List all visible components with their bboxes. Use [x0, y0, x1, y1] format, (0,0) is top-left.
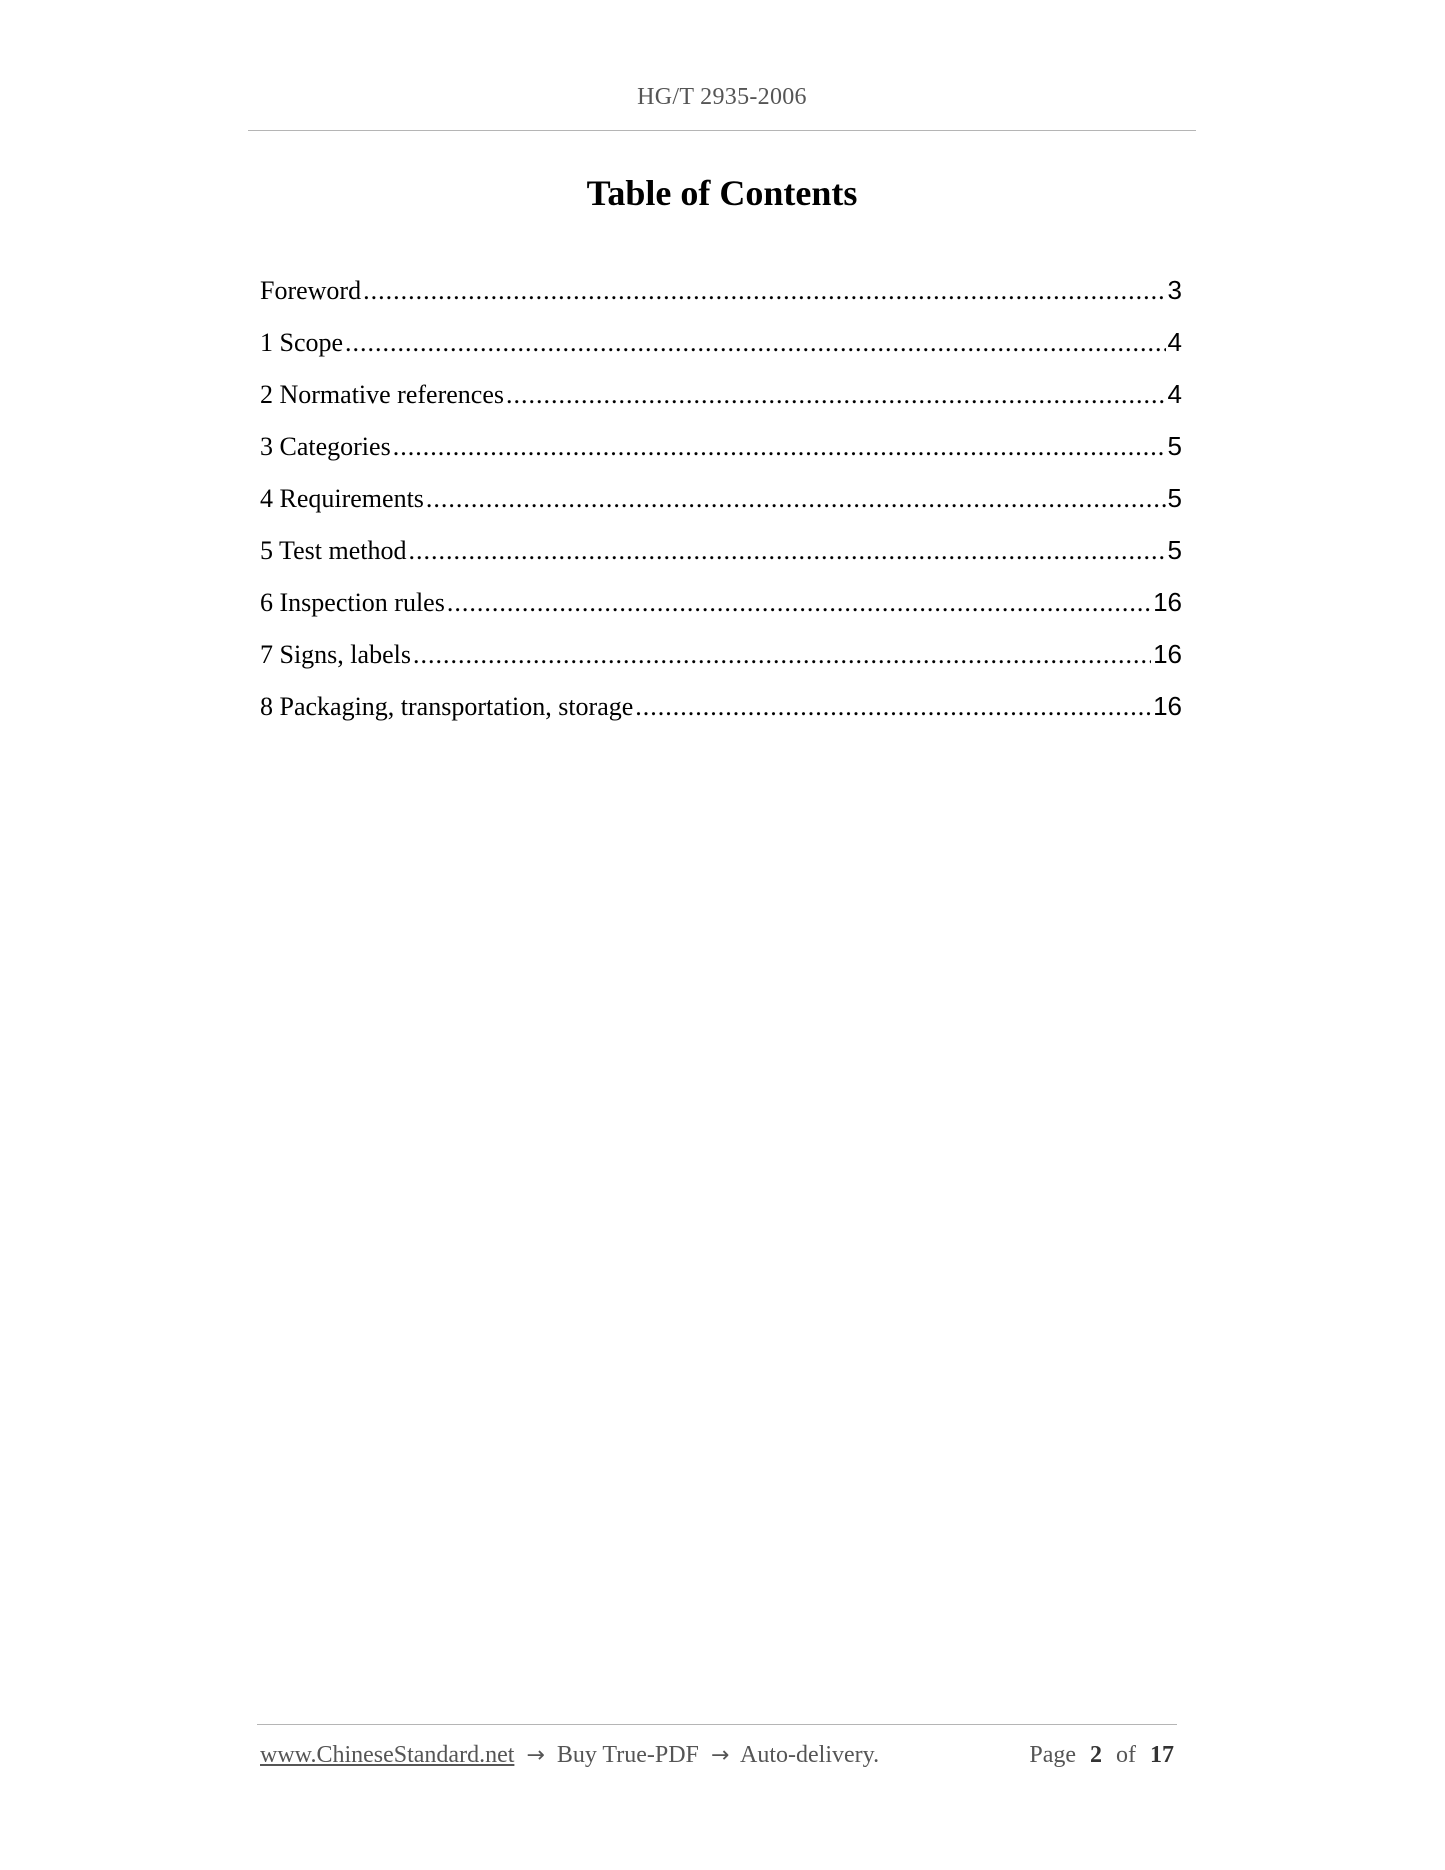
toc-dot-leader [413, 637, 1151, 673]
toc-entry-label: 7 Signs, labels [260, 640, 411, 669]
toc-dot-leader [447, 585, 1151, 621]
toc-entry-requirements[interactable] [260, 480, 1182, 532]
page-counter [1029, 1742, 1174, 1769]
toc-entry-page: 4 [1167, 327, 1182, 357]
toc-entry-normative-references[interactable] [260, 376, 1182, 428]
toc-entry-label: 2 Normative references [260, 380, 504, 409]
toc-entry-label: 3 Categories [260, 432, 391, 461]
current-page-number: 2 [1090, 1742, 1102, 1768]
toc-entry-categories[interactable] [260, 428, 1182, 480]
arrow-right-icon: → [526, 1743, 545, 1768]
toc-entry-label: 4 Requirements [260, 484, 424, 513]
footer-divider [257, 1724, 1177, 1725]
site-link[interactable]: www.ChineseStandard.net [260, 1742, 515, 1768]
toc-entry-label: 8 Packaging, transportation, storage [260, 692, 634, 721]
toc-entry-page: 5 [1167, 431, 1182, 461]
toc-dot-leader [363, 273, 1165, 309]
toc-dot-leader [345, 325, 1165, 361]
toc-entry-page: 5 [1167, 535, 1182, 565]
toc-title: Table of Contents [586, 173, 858, 213]
toc-dot-leader [506, 377, 1166, 413]
of-word: of [1116, 1742, 1136, 1768]
toc-dot-leader [426, 481, 1166, 517]
toc-entry-page: 16 [1153, 691, 1182, 721]
delivery-step: Auto-delivery. [740, 1742, 880, 1768]
page-header [248, 84, 1196, 111]
toc-entry-page: 16 [1153, 587, 1182, 617]
toc-entry-label: 1 Scope [260, 328, 344, 357]
total-pages-number: 17 [1150, 1742, 1174, 1768]
toc-entry-packaging[interactable] [260, 688, 1182, 740]
toc-entry-label: 6 Inspection rules [260, 588, 445, 617]
header-divider [248, 130, 1196, 131]
toc-entry-scope[interactable] [260, 324, 1182, 376]
toc-entry-test-method[interactable] [260, 532, 1182, 584]
page-footer [260, 1742, 1174, 1769]
toc-entry-signs-labels[interactable] [260, 636, 1182, 688]
arrow-right-icon: → [710, 1743, 730, 1768]
toc-dot-leader [635, 689, 1151, 725]
toc-entry-label: 5 Test method [260, 536, 407, 565]
toc-dot-leader [393, 429, 1166, 465]
page-word: Page [1029, 1742, 1076, 1768]
toc-dot-leader [408, 533, 1165, 569]
buy-step: Buy True-PDF [556, 1742, 699, 1768]
toc-entry-label: Foreword [260, 276, 362, 305]
toc-entry-page: 16 [1153, 639, 1182, 669]
toc-entry-foreword[interactable] [260, 272, 1182, 324]
footer-links [260, 1742, 879, 1769]
toc-entry-inspection-rules[interactable] [260, 584, 1182, 636]
document-code: HG/T 2935-2006 [637, 84, 807, 110]
table-of-contents [260, 272, 1182, 740]
toc-entry-page: 3 [1167, 275, 1182, 305]
toc-entry-page: 4 [1167, 379, 1182, 409]
toc-entry-page: 5 [1167, 483, 1182, 513]
